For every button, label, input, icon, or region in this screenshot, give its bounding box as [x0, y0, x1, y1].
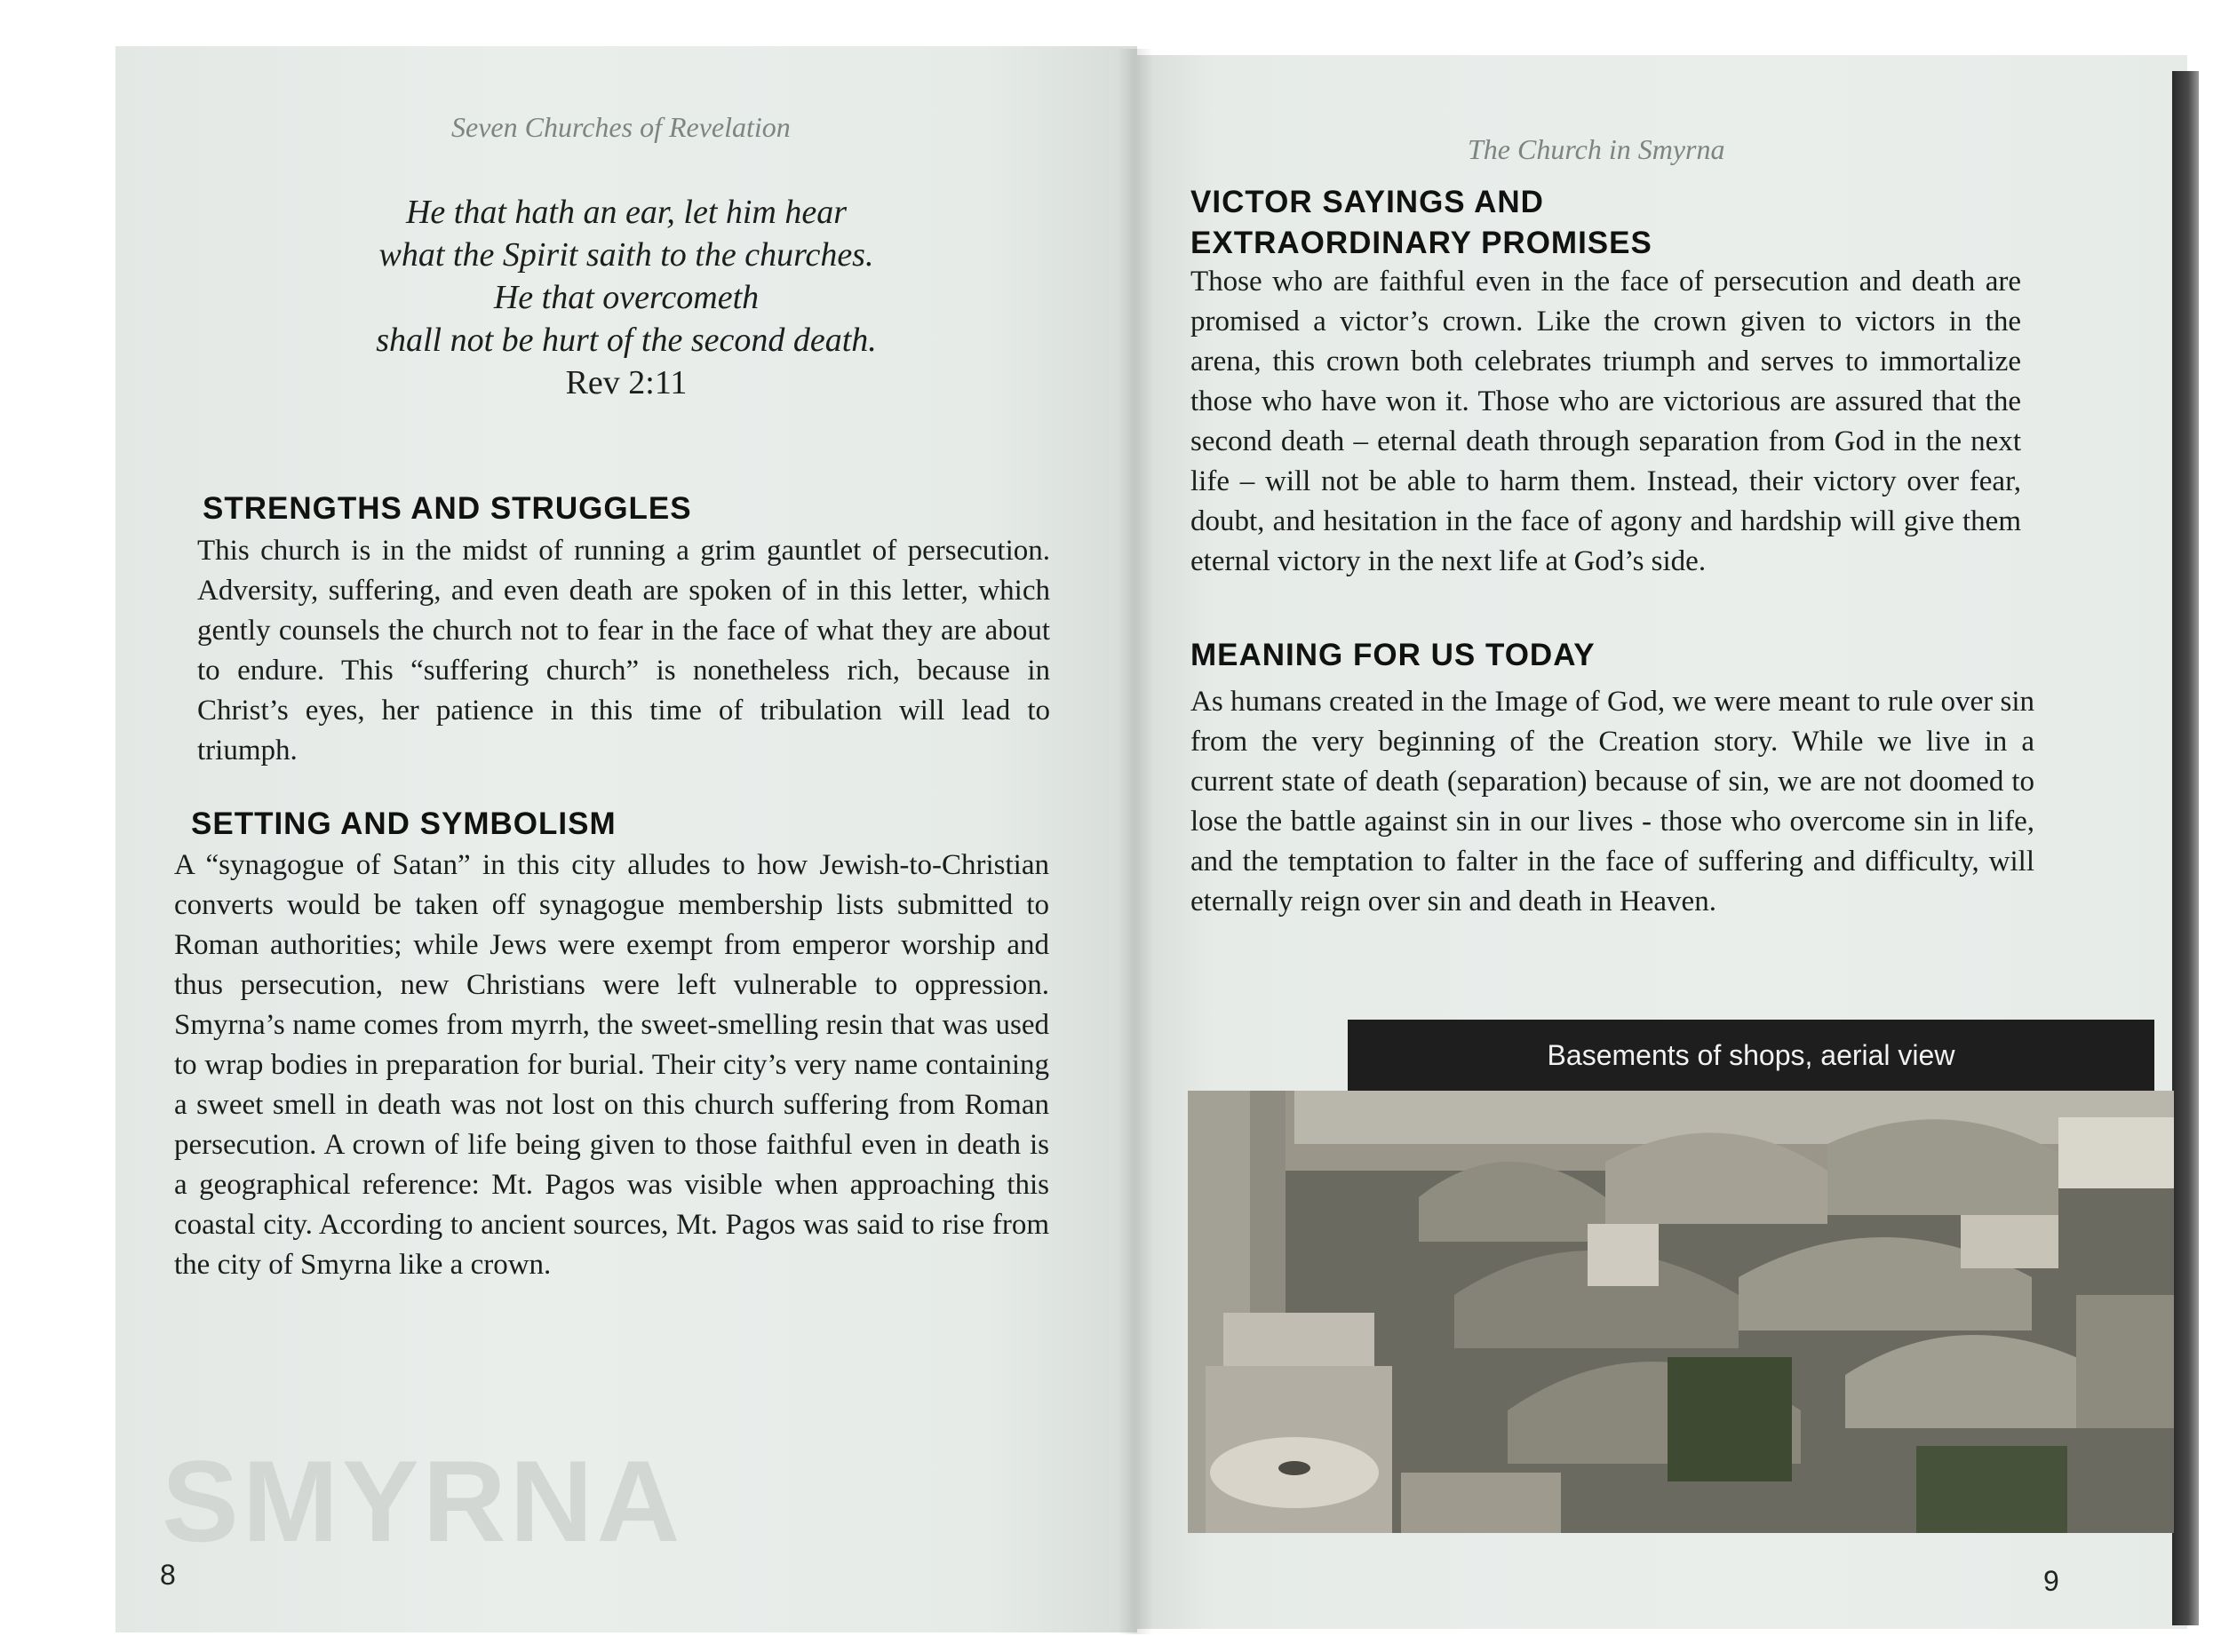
back-cover-edge	[2172, 71, 2199, 1625]
setting-symbolism-body: A “synagogue of Satan” in this city alludes to how Jewish-to-Christian converts would be taken off synagogue membership lists submitted to Roman authorities; while Jews were exempt from emperor worship and thus persecution, new Christians were left vulnerable to oppression. Smyrna’s name comes from myrrh, the sweet-smelling resin that was used to wrap bodies in preparation for burial. Their city’s very name containing a sweet smell in death was not lost on this church suffering from Roman persecution. A crown of life being given to those faithful even in death is a geographical reference: Mt. Pagos was visible when approaching this coastal city. According to ancient sources, Mt. Pagos was said to rise from the city of Smyrna like a crown.	[174, 849, 1049, 1281]
verse-line: He that overcometh	[493, 279, 760, 316]
victor-sayings-heading	[1190, 182, 1652, 264]
photo-caption-bar	[1348, 1020, 2154, 1091]
verse-line: what the Spirit saith to the churches.	[378, 236, 874, 274]
verse-line: shall not be hurt of the second death.	[376, 322, 877, 359]
book-spine-gutter	[1118, 49, 1153, 1634]
setting-symbolism-heading: SETTING AND SYMBOLISM	[191, 806, 617, 841]
meaning-today-body: As humans created in the Image of God, we were meant to rule over sin from the very beginning of the Creation story. While we live in a current state of death (separation) because of sin, we are not doomed to lose the battle against sin in our lives - those who overcome sin in life, and the temptation to falter in the face of suffering and difficulty, will eternally reign over sin and death in Heaven.	[1190, 686, 2034, 917]
heading-line: VICTOR SAYINGS AND	[1190, 185, 1544, 219]
strengths-struggles-heading: STRENGTHS AND STRUGGLES	[203, 491, 692, 526]
verse-reference: Rev 2:11	[565, 364, 688, 401]
scripture-verse	[240, 191, 1013, 404]
right-running-head: The Church in Smyrna	[1468, 133, 1725, 165]
ruins-photo	[1188, 1091, 2174, 1533]
meaning-today-heading: MEANING FOR US TODAY	[1190, 638, 1596, 672]
photo-caption: Basements of shops, aerial view	[1547, 1038, 1955, 1071]
right-page-number: 9	[2043, 1565, 2059, 1597]
left-running-head: Seven Churches of Revelation	[451, 111, 791, 143]
heading-line: EXTRAORDINARY PROMISES	[1190, 226, 1652, 260]
ruins-illustration	[1188, 1091, 2174, 1533]
victor-sayings-body: Those who are faithful even in the face of persecution and death are promised a victor’s crown. Like the crown given to victors in the arena, this crown both celebrates triumph and serves to immortalize those who have won it. Those who are victorious are assured that the second death – eternal death through separation from God in the next life – will not be able to harm them. Instead, their victory over fear, doubt, and hesitation in the face of agony and hardship will give them eternal victory in the next life at God’s side.	[1190, 266, 2021, 577]
smyrna-watermark: SMYRNA	[162, 1436, 684, 1566]
strengths-struggles-body: This church is in the midst of running a grim gauntlet of persecution. Adversity, suffering, and even death are spoken of in this letter, which gently counsels the church not to fear in the face of what they are about to endure. This “suffering church” is nonetheless rich, because in Christ’s eyes, her patience in this time of tribulation will lead to triumph.	[197, 535, 1050, 766]
verse-line: He that hath an ear, let him hear	[405, 194, 848, 231]
left-page-number: 8	[160, 1559, 176, 1591]
